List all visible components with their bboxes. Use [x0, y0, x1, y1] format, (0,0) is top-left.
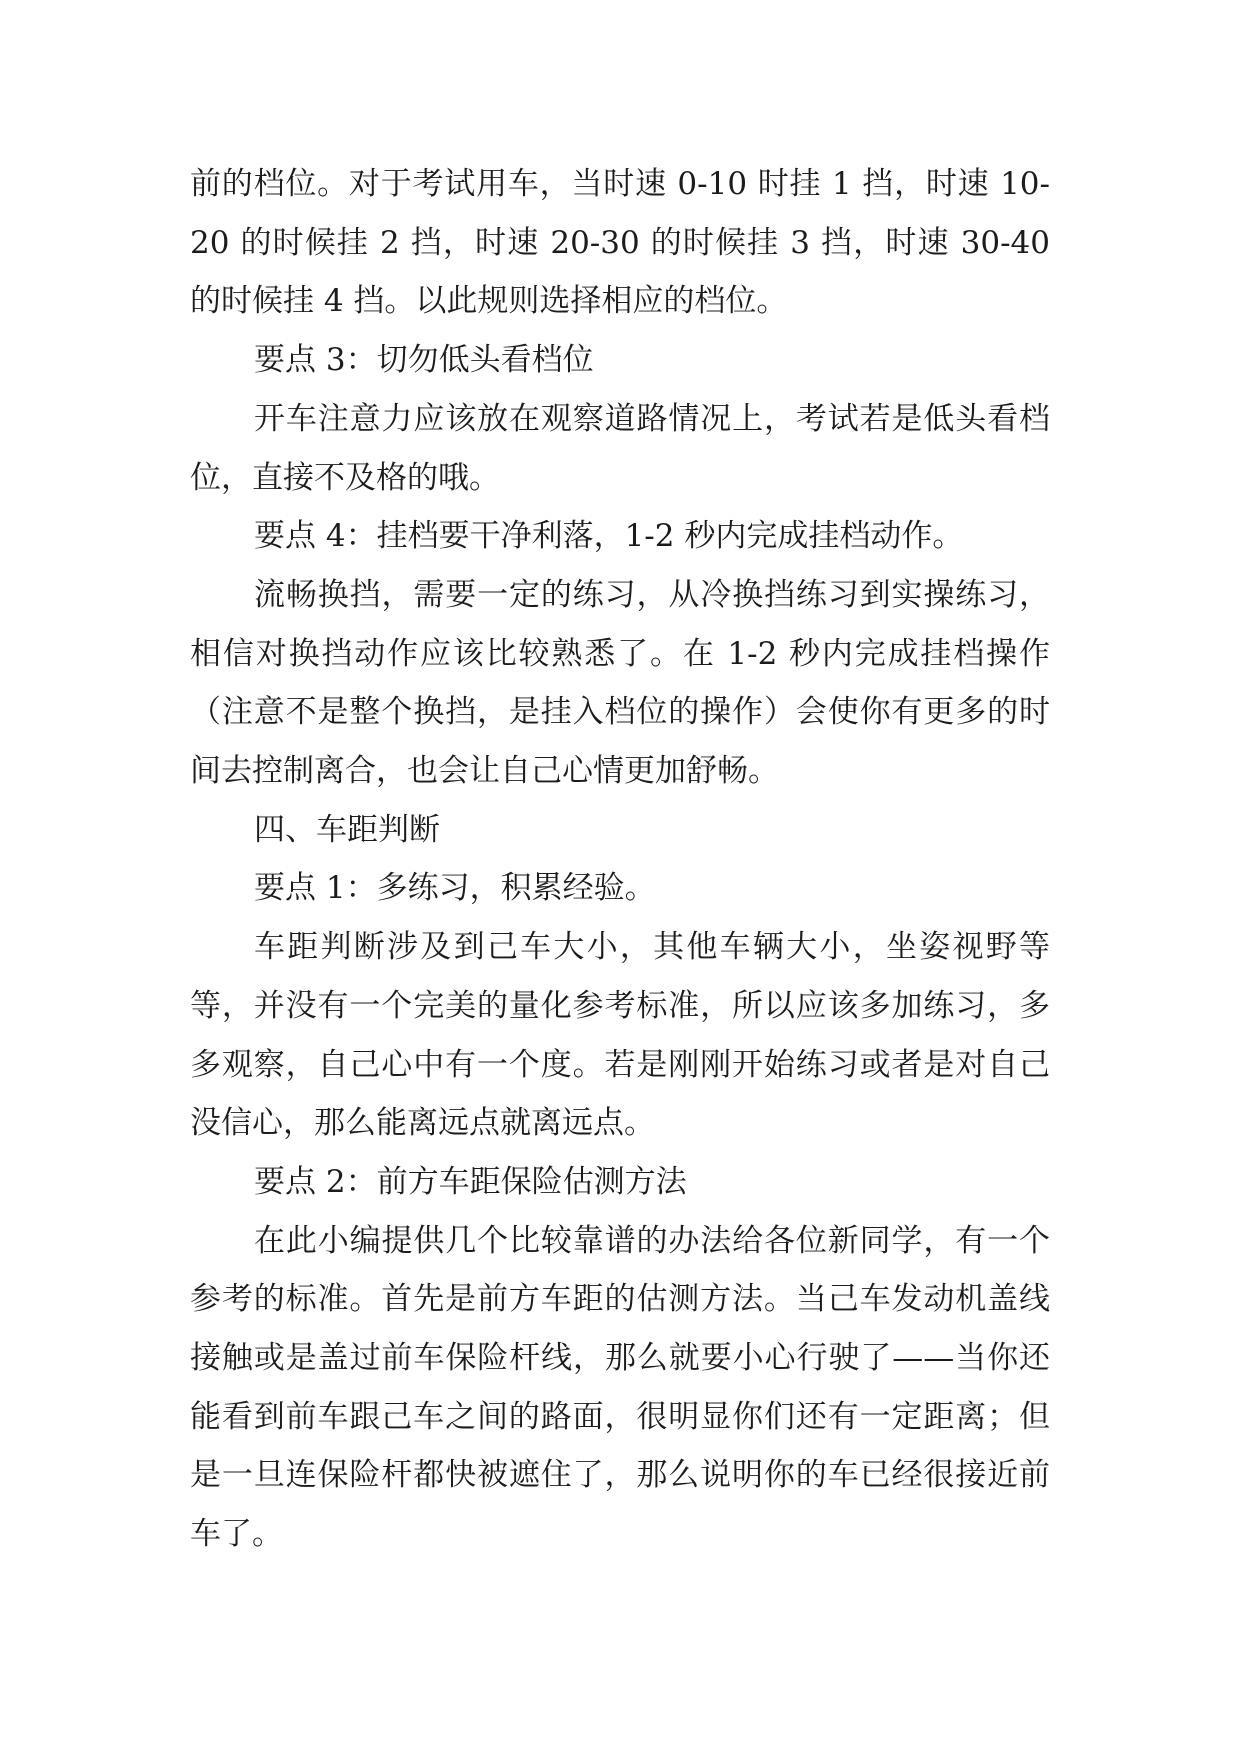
paragraph-practice-experience: 车距判断涉及到己车大小，其他车辆大小，坐姿视野等等，并没有一个完美的量化参考标准，所以应该多加练习，多多观察，自己心中有一个度。若是刚刚开始练习或者是对自己没信心，那么能离远点就离远点。: [190, 929, 1050, 1142]
document-body: [190, 155, 1050, 1564]
heading-point-2: 要点 2：前方车距保险估测方法: [254, 1163, 687, 1200]
paragraph-smooth-shifting: 流畅换挡，需要一定的练习，从冷换挡练习到实操练习，相信对换挡动作应该比较熟悉了。在 1-2 秒内完成挂档操作（注意不是整个换挡，是挂入档位的操作）会使你有更多的时间去控制离合，也会让自己心情更加舒畅。: [190, 576, 1050, 790]
heading-point-3: 要点 3：切勿低头看档位: [254, 342, 594, 379]
heading-point-4: 要点 4：挂档要干净利落，1-2 秒内完成挂档动作。: [254, 518, 964, 555]
paragraph-attention-road: 开车注意力应该放在观察道路情况上，考试若是低头看档位，直接不及格的哦。: [190, 400, 1050, 496]
section-heading-distance: 四、车距判断: [254, 811, 440, 848]
heading-point-1: 要点 1：多练习，积累经验。: [254, 870, 656, 907]
paragraph-gear-speed-rule: 前的档位。对于考试用车，当时速 0-10 时挂 1 挡，时速 10-20 的时候挂 2 挡，时速 20-30 的时候挂 3 挡，时速 30-40 的时候挂 4 挡。以此规则选择相应的档位。: [190, 166, 1050, 320]
paragraph-front-distance-method: 在此小编提供几个比较靠谱的办法给各位新同学，有一个参考的标准。首先是前方车距的估测方法。当己车发动机盖线接触或是盖过前车保险杆线，那么就要小心行驶了——当你还能看到前车跟己车之间的路面，很明显你们还有一定距离；但是一旦连保险杆都快被遮住了，那么说明你的车已经很接近前车了。: [190, 1222, 1050, 1553]
